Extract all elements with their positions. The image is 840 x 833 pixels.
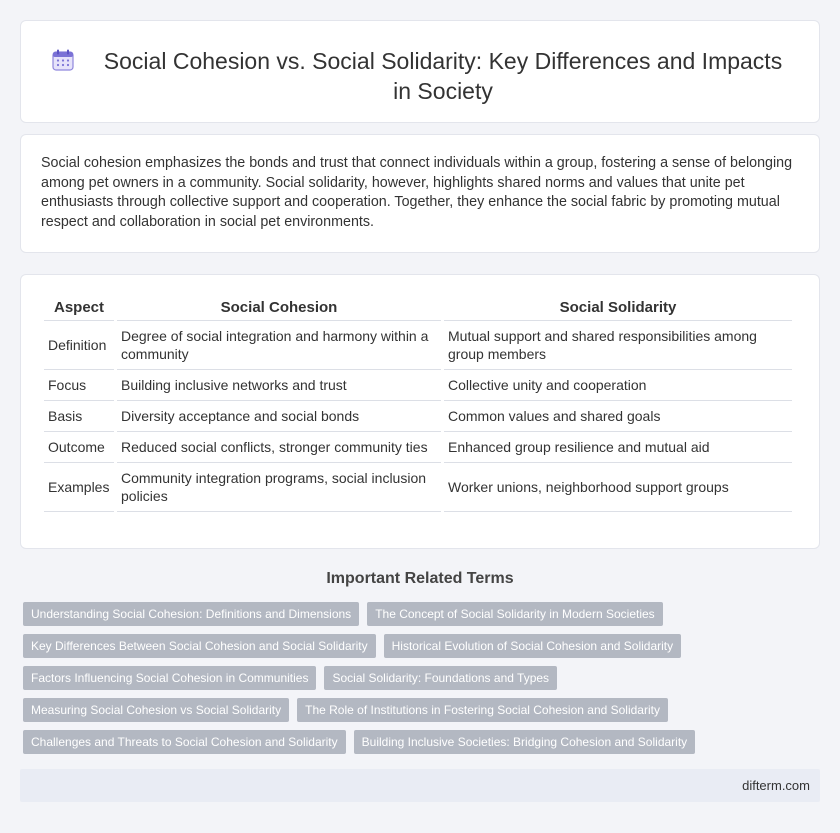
- footer: [20, 769, 820, 802]
- related-term-tag[interactable]: Understanding Social Cohesion: Definitions and Dimensions: [23, 602, 359, 626]
- related-term-tag[interactable]: Building Inclusive Societies: Bridging Cohesion and Solidarity: [354, 730, 696, 754]
- cohesion-cell: Building inclusive networks and trust: [117, 370, 441, 401]
- aspect-cell: Definition: [44, 321, 114, 370]
- table-row: [44, 463, 792, 512]
- header-card: [20, 20, 820, 123]
- cohesion-cell: Degree of social integration and harmony within a community: [117, 321, 441, 370]
- comparison-table-card: [20, 274, 820, 549]
- calendar-icon: [51, 48, 75, 72]
- related-terms-list: [23, 602, 817, 762]
- cohesion-cell: Community integration programs, social inclusion policies: [117, 463, 441, 512]
- related-term-tag[interactable]: Key Differences Between Social Cohesion and Social Solidarity: [23, 634, 376, 658]
- related-term-tag[interactable]: Social Solidarity: Foundations and Types: [324, 666, 557, 690]
- solidarity-cell: Common values and shared goals: [444, 401, 792, 432]
- aspect-cell: Focus: [44, 370, 114, 401]
- page-title: Social Cohesion vs. Social Solidarity: Key Differences and Impacts in Society: [103, 48, 783, 104]
- cohesion-cell: Reduced social conflicts, stronger community ties: [117, 432, 441, 463]
- related-term-tag[interactable]: The Concept of Social Solidarity in Modern Societies: [367, 602, 662, 626]
- related-term-tag[interactable]: Challenges and Threats to Social Cohesion and Solidarity: [23, 730, 346, 754]
- table-header-row: [44, 297, 792, 321]
- comparison-table: [41, 297, 795, 512]
- column-header-solidarity: Social Solidarity: [444, 297, 792, 321]
- aspect-cell: Basis: [44, 401, 114, 432]
- table-row: [44, 401, 792, 432]
- intro-card: [20, 134, 820, 253]
- solidarity-cell: Enhanced group resilience and mutual aid: [444, 432, 792, 463]
- table-row: [44, 370, 792, 401]
- intro-paragraph: Social cohesion emphasizes the bonds and trust that connect individuals within a group, fostering a sense of belonging among pet owners in a community. Social solidarity, however, highlights shared norms and values that unite pet enthusiasts through collective support and cooperation. Together, they enhance the social fabric by promoting mutual respect and collaboration in social pet environments.: [41, 155, 793, 230]
- related-term-tag[interactable]: The Role of Institutions in Fostering Social Cohesion and Solidarity: [297, 698, 668, 722]
- related-term-tag[interactable]: Factors Influencing Social Cohesion in Communities: [23, 666, 316, 690]
- aspect-cell: Examples: [44, 463, 114, 512]
- column-header-cohesion: Social Cohesion: [117, 297, 441, 321]
- table-row: [44, 321, 792, 370]
- table-row: [44, 432, 792, 463]
- related-terms-title: Important Related Terms: [326, 570, 514, 587]
- footer-site-link[interactable]: difterm.com: [742, 778, 810, 793]
- cohesion-cell: Diversity acceptance and social bonds: [117, 401, 441, 432]
- column-header-aspect: Aspect: [44, 297, 114, 321]
- related-term-tag[interactable]: Historical Evolution of Social Cohesion and Solidarity: [384, 634, 681, 658]
- solidarity-cell: Mutual support and shared responsibilities among group members: [444, 321, 792, 370]
- solidarity-cell: Collective unity and cooperation: [444, 370, 792, 401]
- related-term-tag[interactable]: Measuring Social Cohesion vs Social Solidarity: [23, 698, 289, 722]
- aspect-cell: Outcome: [44, 432, 114, 463]
- solidarity-cell: Worker unions, neighborhood support groups: [444, 463, 792, 512]
